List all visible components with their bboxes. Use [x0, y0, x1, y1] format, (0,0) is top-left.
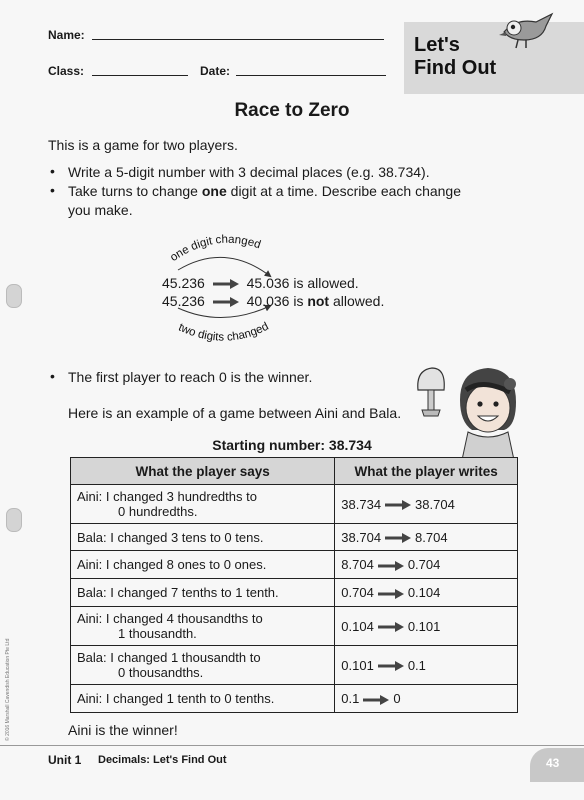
- bullet-2-line-2: you make.: [68, 202, 133, 218]
- right-arrow-icon: [363, 695, 389, 705]
- table-header-row: [71, 458, 518, 485]
- page-number-tab: [530, 748, 584, 782]
- svg-text:one digit changed: [168, 234, 262, 264]
- table-row: Aini: I changed 3 hundredths to 0 hundredths. 38.734 38.704: [71, 485, 518, 524]
- name-line[interactable]: [92, 39, 384, 40]
- top-curve-label: one digit changed: [168, 233, 263, 265]
- svg-text:two digits changed: [176, 321, 270, 344]
- header-says: What the player says: [71, 458, 335, 485]
- copyright-text: © 2016 Marshall Cavendish Education Pte Ltd: [5, 638, 11, 741]
- table-row: Bala: I changed 3 tens to 0 tens. 38.704 8.704: [71, 524, 518, 551]
- intro-text: This is a game for two players.: [48, 137, 238, 153]
- date-line[interactable]: [236, 75, 386, 76]
- header-writes: What the player writes: [335, 458, 518, 485]
- badge-line-1: Let's: [414, 34, 460, 56]
- punch-hole-top: [6, 284, 22, 308]
- diagram-row-2: 45.236 40.036 is not allowed.: [162, 293, 385, 309]
- starting-number: Starting number: 38.734: [212, 437, 372, 453]
- bullet-3-text: The first player to reach 0 is the winner.: [68, 369, 313, 385]
- table-row: Aini: I changed 4 thousandths to 1 thousandth. 0.104 0.101: [71, 607, 518, 646]
- punch-hole-bottom: [6, 508, 22, 532]
- page-number: 43: [546, 756, 560, 770]
- table-row: Bala: I changed 1 thousandth to 0 thousandths. 0.101 0.1: [71, 646, 518, 685]
- date-label: Date:: [200, 64, 231, 78]
- footer-divider: [0, 745, 584, 746]
- badge-line-2: Find Out: [414, 57, 497, 79]
- lets-find-out-badge: [404, 22, 584, 94]
- right-arrow-icon: [385, 533, 411, 543]
- right-arrow-icon: [213, 279, 239, 289]
- bullet-dot-2: •: [50, 182, 55, 198]
- bullet-1-text: Write a 5-digit number with 3 decimal places (e.g. 38.734).: [68, 164, 430, 180]
- name-label: Name:: [48, 28, 85, 42]
- right-arrow-icon: [213, 297, 239, 307]
- bullet-dot-3: •: [50, 368, 55, 384]
- diagram-row-1: 45.236 45.036 is allowed.: [162, 275, 359, 291]
- class-line[interactable]: [92, 75, 188, 76]
- game-table: [70, 457, 518, 713]
- bold-one: one: [201, 183, 227, 199]
- table-row: Aini: I changed 1 tenth to 0 tenths. 0.1 0: [71, 685, 518, 713]
- bottom-curve-label: two digits changed: [176, 320, 271, 344]
- page-title: Race to Zero: [234, 100, 350, 121]
- right-arrow-icon: [378, 589, 404, 599]
- table-row: Aini: I changed 8 ones to 0 ones. 8.704 0.704: [71, 551, 518, 579]
- class-label: Class:: [48, 64, 85, 78]
- table-row: Bala: I changed 7 tenths to 1 tenth. 0.704 0.104: [71, 579, 518, 607]
- right-arrow-icon: [385, 500, 411, 510]
- winner-text: Aini is the winner!: [68, 722, 178, 738]
- example-text: Here is an example of a game between Aini and Bala.: [68, 405, 402, 421]
- bird-icon: [496, 10, 558, 52]
- footer-unit-title: Decimals: Let's Find Out: [98, 754, 227, 766]
- right-arrow-icon: [378, 622, 404, 632]
- bullet-2-text: Take turns to change one digit at a time. Describe each change: [68, 183, 462, 199]
- right-arrow-icon: [378, 661, 404, 671]
- right-arrow-icon: [378, 561, 404, 571]
- bullet-dot-1: •: [50, 163, 55, 179]
- footer-unit: Unit 1: [48, 753, 82, 767]
